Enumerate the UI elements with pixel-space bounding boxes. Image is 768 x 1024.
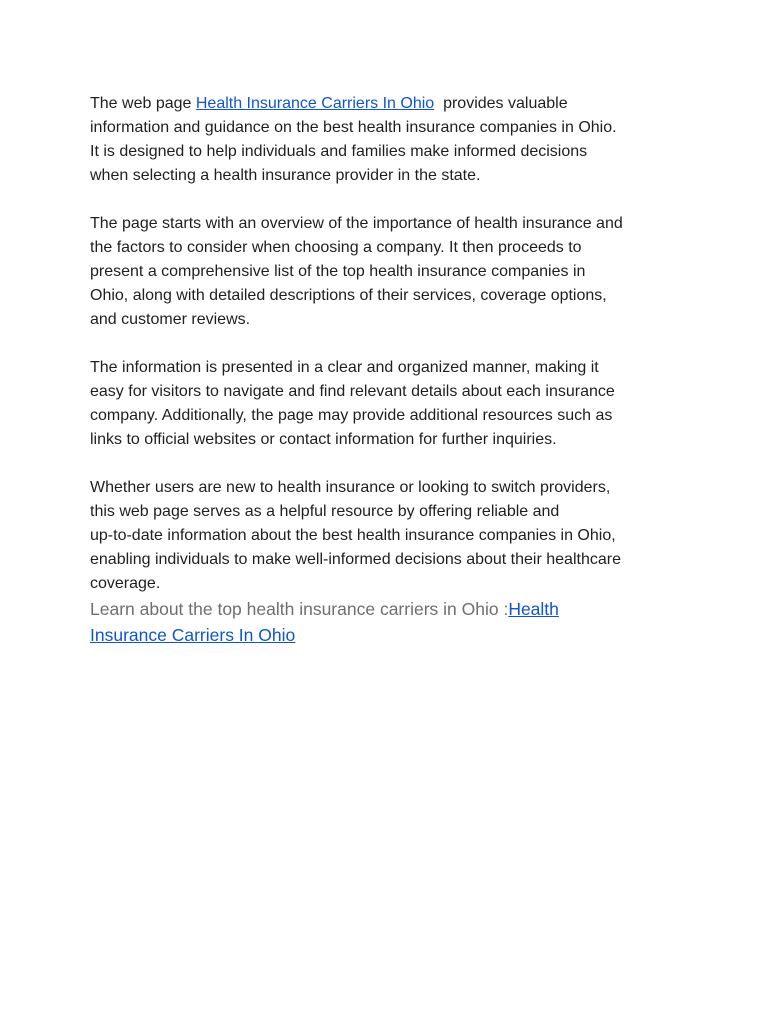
presentation-paragraph [90,356,690,452]
summary-line: enabling individuals to make well-informed decisions about their healthcare [90,551,621,568]
summary-line: up-to-date information about the best health insurance companies in Ohio, [90,527,616,544]
presentation-line: links to official websites or contact information for further inquiries. [90,431,557,448]
overview-line: Ohio, along with detailed descriptions of their services, coverage options, [90,287,607,304]
summary-line: coverage. [90,575,161,592]
intro-text-after-link: provides valuable [434,95,568,112]
intro-line-1 [90,92,690,116]
overview-line: and customer reviews. [90,311,251,328]
summary-line: Whether users are new to health insurance or looking to switch providers, [90,479,611,496]
document-body [90,92,690,648]
intro-line-3: It is designed to help individuals and families make informed decisions [90,143,588,160]
overview-line: The page starts with an overview of the importance of health insurance and [90,215,623,232]
summary-paragraph [90,476,690,596]
overview-paragraph [90,212,690,332]
cta-link-part-2[interactable]: Insurance Carriers In Ohio [90,625,296,645]
cta-link-part-1[interactable]: Health [508,599,559,619]
presentation-line: The information is presented in a clear and organized manner, making it [90,359,599,376]
cta-paragraph [90,596,690,648]
overview-line: the factors to consider when choosing a company. It then proceeds to [90,239,582,256]
cta-line-1 [90,596,690,622]
cta-line-2 [90,622,690,648]
presentation-line: company. Additionally, the page may provide additional resources such as [90,407,613,424]
presentation-line: easy for visitors to navigate and find relevant details about each insurance [90,383,615,400]
intro-text-before-link: The web page [90,95,196,112]
cta-text: Learn about the top health insurance carriers in Ohio : [90,599,509,619]
summary-line: this web page serves as a helpful resource by offering reliable and [90,503,560,520]
intro-line-4: when selecting a health insurance provider in the state. [90,167,481,184]
intro-paragraph [90,92,690,188]
intro-line-2: information and guidance on the best health insurance companies in Ohio. [90,119,617,136]
health-insurance-carriers-link[interactable]: Health Insurance Carriers In Ohio [195,95,435,112]
overview-line: present a comprehensive list of the top health insurance companies in [90,263,586,280]
